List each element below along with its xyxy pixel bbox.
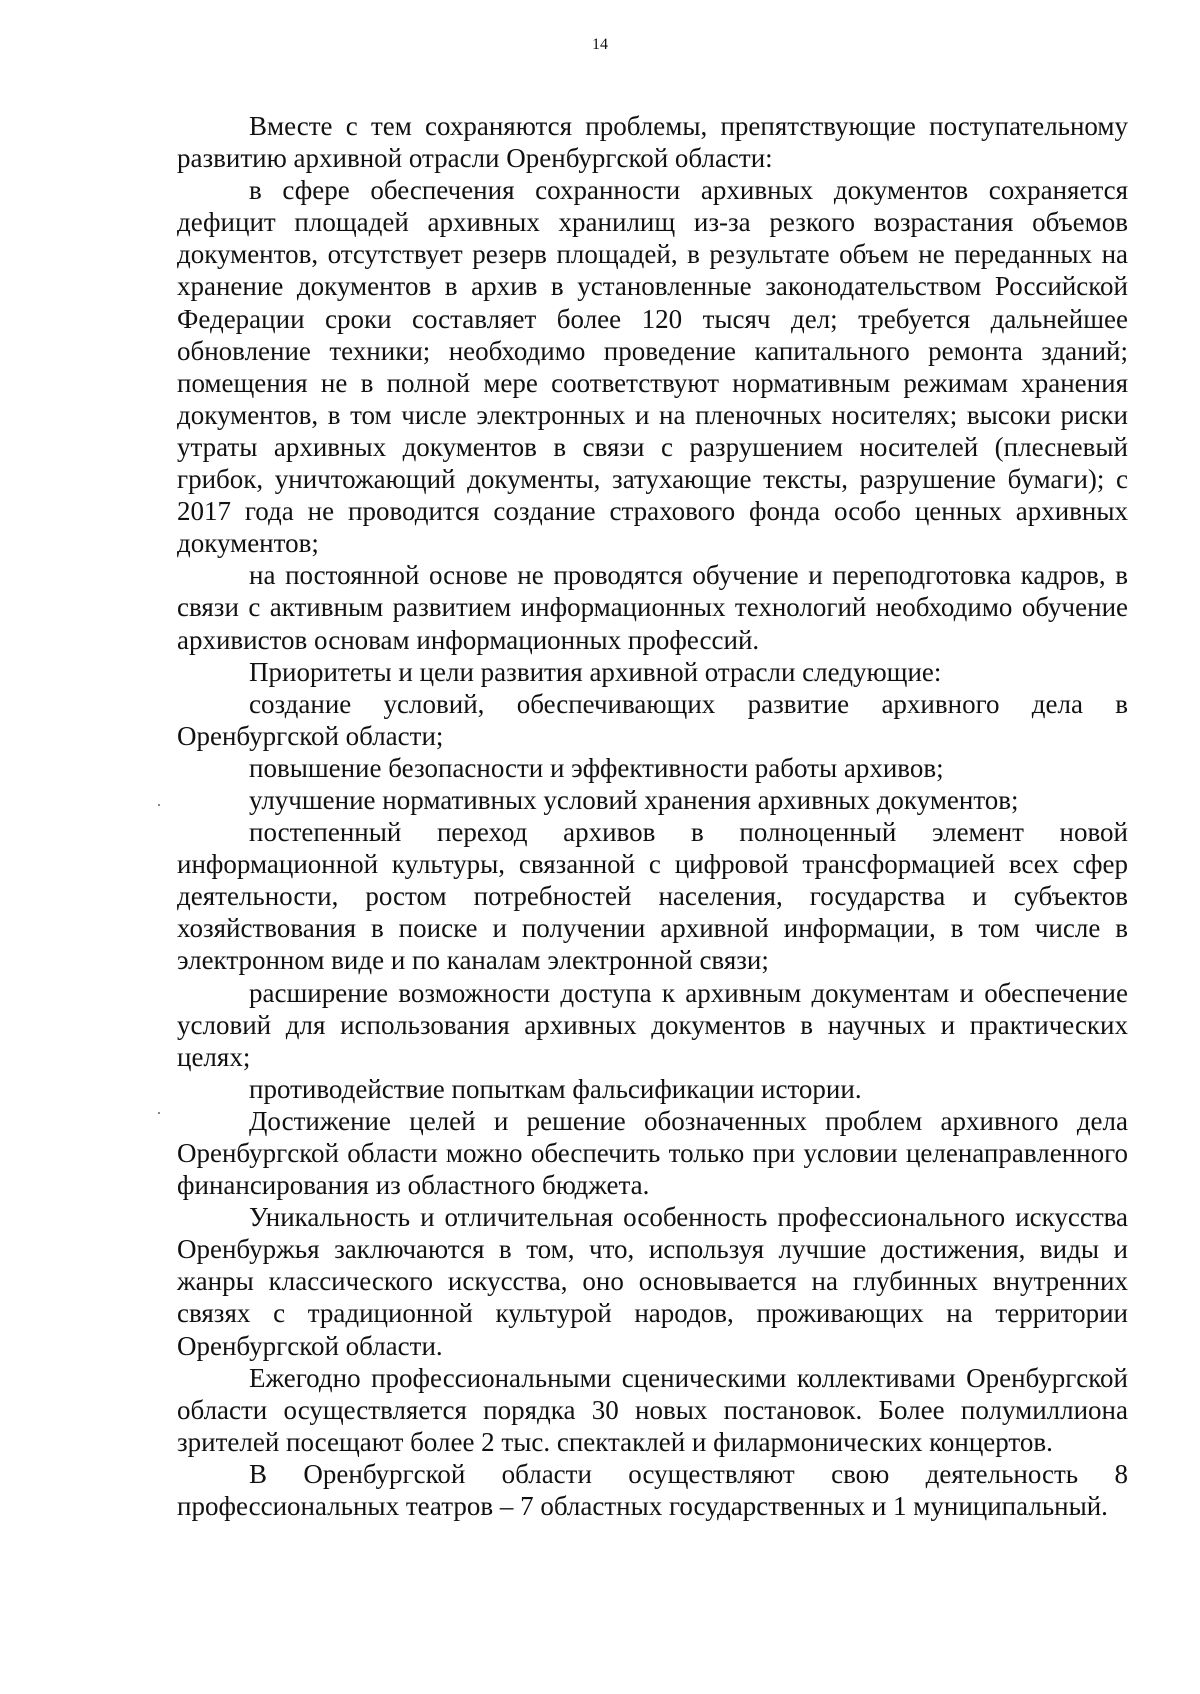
paragraph: противодействие попыткам фальсификации истории. <box>249 1073 862 1104</box>
paragraph: Приоритеты и цели развития архивной отрасли следующие: <box>249 656 942 687</box>
paragraph: Ежегодно профессиональными сценическими коллективами Оренбургской области осуществляется порядка 30 новых постановок. Более полумиллиона зрителей посещают более 2 тыс. спектаклей и филармонических концертов. <box>177 1362 1128 1457</box>
paragraph: В Оренбургской области осуществляют свою деятельность 8 профессиональных театров – 7 областных государственных и 1 муниципальный. <box>177 1458 1128 1522</box>
scan-speck <box>158 804 160 806</box>
paragraph: Достижение целей и решение обозначенных проблем архивного дела Оренбургской области можно обеспечить только при условии целенаправленного финансирования из областного бюджета. <box>177 1105 1128 1201</box>
page-number: 14 <box>592 36 608 53</box>
paragraph: расширение возможности доступа к архивным документам и обеспечение условий для использования архивных документов в научных и практических целях; <box>177 977 1128 1072</box>
document-body <box>177 110 1128 1522</box>
paragraph: Уникальность и отличительная особенность профессионального искусства Оренбуржья заключаются в том, что, используя лучшие достижения, виды и жанры классического искусства, оно основывается на глубинных внутренних связях с традиционной культурой народов, проживающих на территории Оренбургской области. <box>177 1202 1128 1361</box>
paragraph: на постоянной основе не проводятся обучение и переподготовка кадров, в связи с активным развитием информационных технологий необходимо обучение архивистов основам информационных профессий. <box>177 560 1128 655</box>
paragraph: Вместе с тем сохраняются проблемы, препятствующие поступательному развитию архивной отрасли Оренбургской области: <box>177 111 1128 174</box>
paragraph: в сфере обеспечения сохранности архивных документов сохраняется дефицит площадей архивных хранилищ из-за резкого возрастания объемов документов, отсутствует резерв площадей, в результате объем не переданных на хранение документов в архив в установленные законодательством Российской Федерации сроки составляет более 120 тысяч дел; требуется дальнейшее обновление техники; необходимо проведение капитального ремонта зданий; помещения не в полной мере соответствуют нормативным режимам хранения документов, в том числе электронных и на пленочных носителях; высоки риски утраты архивных документов в связи с разрушением носителей (плесневый грибок, уничтожающий документы, затухающие тексты, разрушение бумаги); с 2017 года не проводится создание страхового фонда особо ценных архивных документов; <box>177 175 1128 559</box>
paragraph: создание условий, обеспечивающих развитие архивного дела в Оренбургской области; <box>177 688 1128 751</box>
paragraph: постепенный переход архивов в полноценный элемент новой информационной культуры, связанной с цифровой трансформацией всех сфер деятельности, ростом потребностей населения, государства и субъектов хозяйствования в поиске и получении архивной информации, в том числе в электронном виде и по каналам электронной связи; <box>177 817 1128 976</box>
paragraph: улучшение нормативных условий хранения архивных документов; <box>249 784 1019 815</box>
scan-speck <box>158 1112 160 1114</box>
paragraph: повышение безопасности и эффективности работы архивов; <box>249 752 944 783</box>
